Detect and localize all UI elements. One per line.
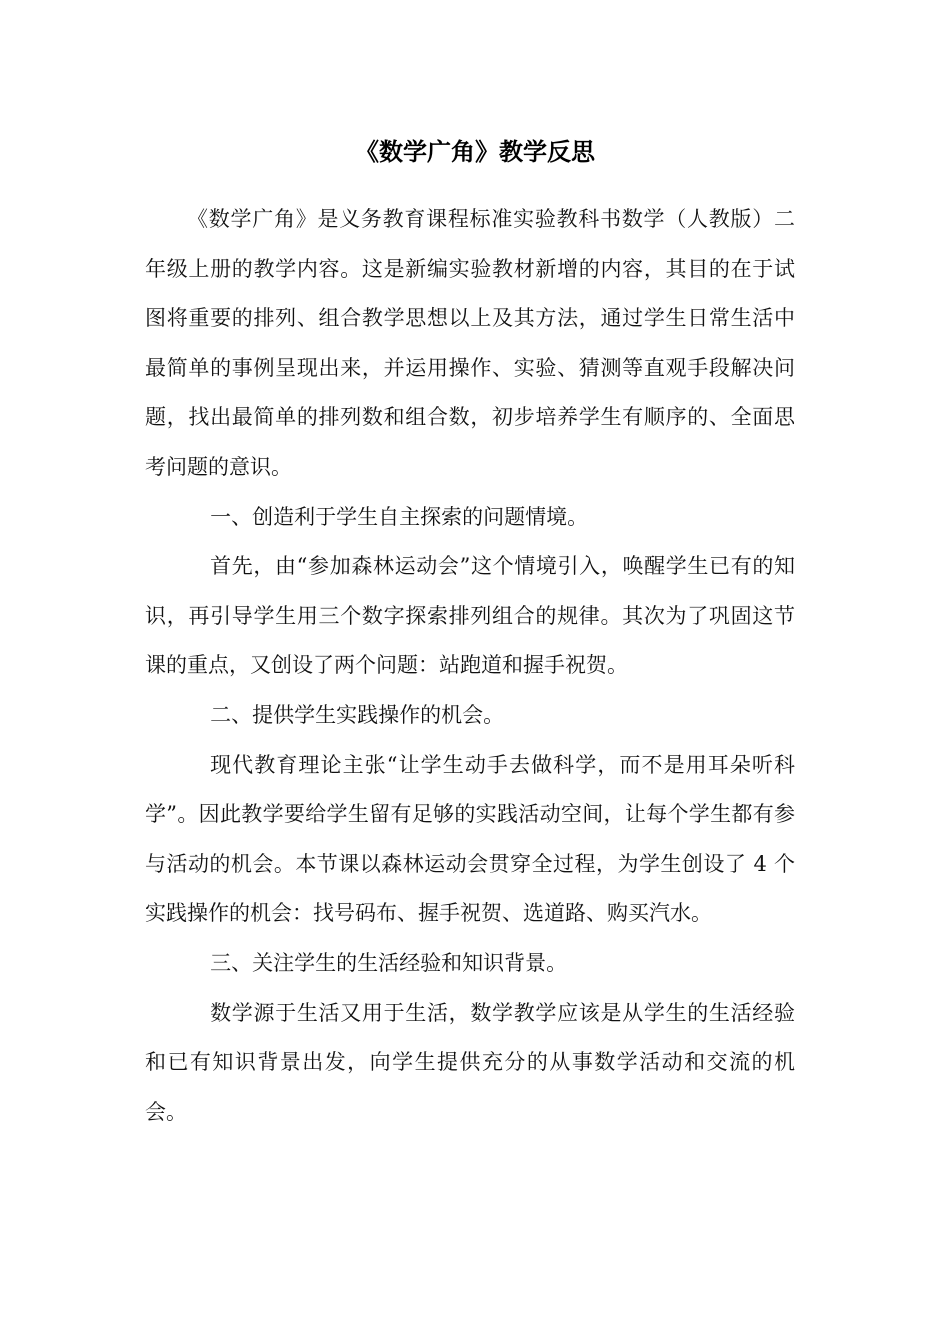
document-title: 《数学广角》教学反思 bbox=[355, 138, 595, 166]
document-body bbox=[145, 195, 795, 1137]
section-heading-1: 一、创造利于学生自主探索的问题情境。 bbox=[210, 504, 589, 529]
section-heading-3: 三、关注学生的生活经验和知识背景。 bbox=[210, 950, 568, 975]
section-heading-2: 二、提供学生实践操作的机会。 bbox=[210, 702, 505, 727]
section-paragraph-2: 现代教育理论主张“让学生动手去做科学，而不是用耳朵听科学”。因此教学要给学生留有足够的实践活动空间，让每个学生都有参与活动的机会。本节课以森林运动会贯穿全过程，为学生创设了 4 个实践操作的机会：找号码布、握手祝贺、选道路、购买汽水。 bbox=[145, 752, 795, 926]
intro-paragraph: 《数学广角》是义务教育课程标准实验教科书数学（人教版）二年级上册的教学内容。这是新编实验教材新增的内容，其目的在于试图将重要的排列、组合教学思想以上及其方法，通过学生日常生活中最简单的事例呈现出来，并运用操作、实验、猜测等直观手段解决问题，找出最简单的排列数和组合数，初步培养学生有顺序的、全面思考问题的意识。 bbox=[145, 207, 795, 479]
section-paragraph-3: 数学源于生活又用于生活，数学教学应该是从学生的生活经验和已有知识背景出发，向学生提供充分的从事数学活动和交流的机会。 bbox=[145, 1000, 795, 1124]
section-paragraph-1: 首先，由“参加森林运动会”这个情境引入，唤醒学生已有的知识，再引导学生用三个数字探索排列组合的规律。其次为了巩固这节课的重点，又创设了两个问题：站跑道和握手祝贺。 bbox=[145, 554, 795, 678]
